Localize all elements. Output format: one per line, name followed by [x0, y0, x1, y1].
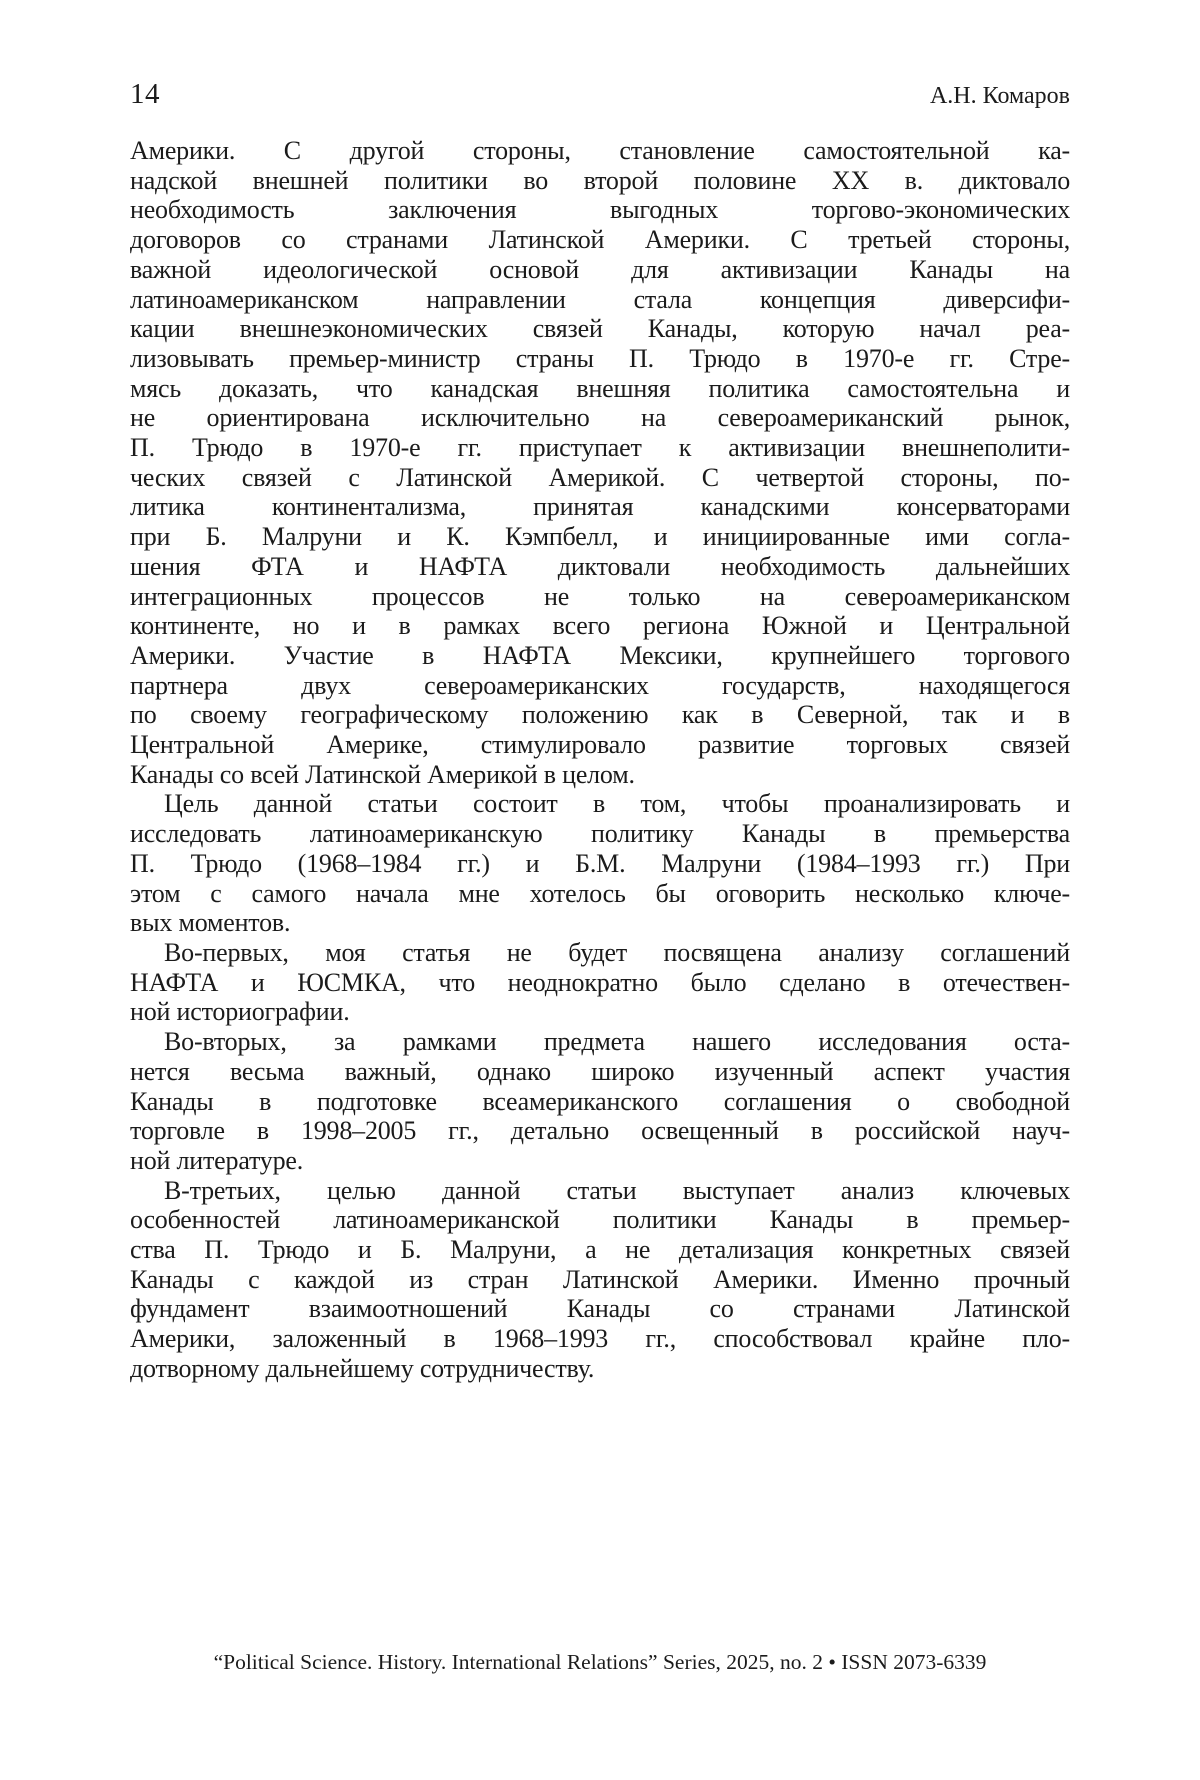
text-line: надской внешней политики во второй половине XX в. диктовало	[130, 165, 1070, 195]
text-line: П. Трюдо (1968–1984 гг.) и Б.М. Малруни (1984–1993 гг.) При	[130, 848, 1070, 878]
text-line: Во-первых, моя статья не будет посвящена анализу соглашений	[164, 937, 1070, 967]
text-line: мясь доказать, что канадская внешняя политика самостоятельна и	[130, 373, 1070, 403]
text-line: по своему географическому положению как в Северной, так и в	[130, 700, 1070, 730]
text-line: Америки. С другой стороны, становление самостоятельной ка-	[130, 136, 1070, 165]
text-line: не ориентирована исключительно на североамериканский рынок,	[130, 403, 1070, 433]
paragraph	[130, 1176, 1070, 1384]
text-line: ной историографии.	[130, 997, 350, 1027]
text-line: Канады со всей Латинской Америкой в целом.	[130, 759, 635, 789]
text-line: Канады с каждой из стран Латинской Америки. Именно прочный	[130, 1264, 1070, 1294]
text-line: П. Трюдо в 1970-е гг. приступает к активизации внешнеполити-	[130, 433, 1070, 463]
text-line: при Б. Малруни и К. Кэмпбелл, и инициированные ими согла-	[130, 522, 1070, 552]
text-line: необходимость заключения выгодных торгово-экономических	[130, 195, 1070, 225]
paragraph	[130, 938, 1070, 1027]
paragraph	[130, 136, 1070, 789]
text-line: шения ФТА и НАФТА диктовали необходимость дальнейших	[130, 551, 1070, 581]
text-line: Канады в подготовке всеамериканского соглашения о свободной	[130, 1086, 1070, 1116]
text-line: фундамент взаимоотношений Канады со странами Латинской	[130, 1294, 1070, 1324]
text-line: Америки, заложенный в 1968–1993 гг., способствовал крайне пло-	[130, 1324, 1070, 1354]
text-line: В-третьих, целью данной статьи выступает анализ ключевых	[164, 1175, 1070, 1205]
text-line: партнера двух североамериканских государств, находящегося	[130, 670, 1070, 700]
text-line: Центральной Америке, стимулировало развитие торговых связей	[130, 730, 1070, 760]
text-line: этом с самого начала мне хотелось бы оговорить несколько ключе-	[130, 878, 1070, 908]
text-line: лизовывать премьер-министр страны П. Трюдо в 1970-е гг. Стре-	[130, 343, 1070, 373]
text-line: договоров со странами Латинской Америки. С третьей стороны,	[130, 225, 1070, 255]
text-line: нется весьма важный, однако широко изученный аспект участия	[130, 1056, 1070, 1086]
page-header	[130, 78, 1070, 111]
text-line: латиноамериканском направлении стала концепция диверсифи-	[130, 284, 1070, 314]
running-header-author: А.Н. Комаров	[929, 83, 1070, 109]
text-line: важной идеологической основой для активизации Канады на	[130, 254, 1070, 284]
page-number: 14	[130, 78, 160, 110]
text-line: ства П. Трюдо и Б. Малруни, а не детализация конкретных связей	[130, 1235, 1070, 1265]
text-line: литика континентализма, принятая канадскими консерваторами	[130, 492, 1070, 522]
paragraph	[130, 1027, 1070, 1176]
footer-text: “Political Science. History. International Relations” Series, 2025, no. 2 • ISSN 2073-6339	[213, 1650, 987, 1674]
article-body	[130, 136, 1070, 1384]
page-footer	[0, 1650, 1200, 1675]
text-line: интеграционных процессов не только на североамериканском	[130, 581, 1070, 611]
text-line: Америки. Участие в НАФТА Мексики, крупнейшего торгового	[130, 640, 1070, 670]
text-line: кации внешнеэкономических связей Канады, которую начал реа-	[130, 314, 1070, 344]
paragraph	[130, 789, 1070, 938]
text-line: торговле в 1998–2005 гг., детально освещенный в российской науч-	[130, 1116, 1070, 1146]
text-line: дотворному дальнейшему сотрудничеству.	[130, 1353, 595, 1383]
text-line: НАФТА и ЮСМКА, что неоднократно было сделано в отечествен-	[130, 967, 1070, 997]
text-line: особенностей латиноамериканской политики Канады в премьер-	[130, 1205, 1070, 1235]
text-line: исследовать латиноамериканскую политику Канады в премьерства	[130, 819, 1070, 849]
text-line: ной литературе.	[130, 1145, 304, 1175]
text-line: вых моментов.	[130, 908, 291, 938]
text-line: Цель данной статьи состоит в том, чтобы проанализировать и	[164, 789, 1070, 819]
text-line: Во-вторых, за рамками предмета нашего исследования оста-	[164, 1027, 1070, 1057]
text-line: континенте, но и в рамках всего региона Южной и Центральной	[130, 611, 1070, 641]
text-line: ческих связей с Латинской Америкой. С четвертой стороны, по-	[130, 462, 1070, 492]
